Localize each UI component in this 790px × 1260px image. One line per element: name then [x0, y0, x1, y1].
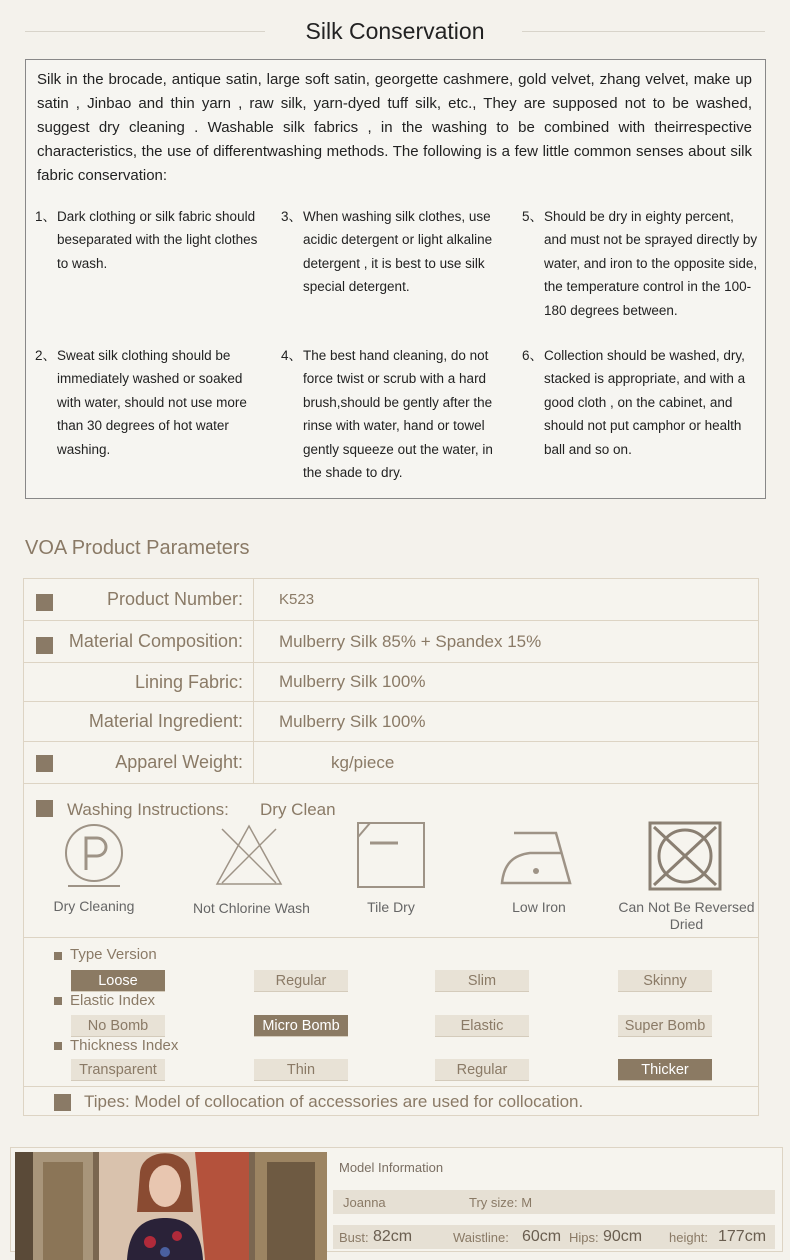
tip-number: 1、 [35, 209, 57, 224]
chip-elastic-micro-bomb[interactable]: Micro Bomb [254, 1015, 348, 1037]
param-label: Material Ingredient: [24, 702, 254, 741]
tip-text: Sweat silk clothing should be immediately washed or soaked with water, should not use more than 30 degrees of hot water washing. [57, 348, 247, 457]
tip-1 [35, 205, 267, 275]
tip-number: 5、 [522, 209, 544, 224]
divider [24, 937, 758, 938]
square-bullet-icon [54, 1094, 71, 1111]
section-title-parameters: VOA Product Parameters [25, 537, 250, 559]
param-row-lining-fabric [24, 663, 758, 702]
height-value: 177cm [718, 1228, 767, 1245]
tip-number: 3、 [281, 209, 303, 224]
tips-text: Tipes: Model of collocation of accessories are used for collocation. [84, 1092, 584, 1111]
washing-label: Washing Instructions: [67, 800, 229, 819]
type-version-title: Type Version [70, 946, 157, 963]
thickness-index-title: Thickness Index [70, 1037, 179, 1054]
low-iron-icon [500, 825, 574, 885]
no-chlorine-triangle-icon [214, 823, 284, 887]
chip-thickness-thicker[interactable]: Thicker [618, 1059, 712, 1081]
chip-type-slim[interactable]: Slim [435, 970, 529, 992]
tip-number: 2、 [35, 348, 57, 363]
conservation-panel [25, 59, 766, 499]
model-info-panel [10, 1147, 783, 1252]
param-row-apparel-weight [24, 742, 758, 784]
tile-dry-square-icon [356, 821, 426, 889]
conservation-intro: Silk in the brocade, antique satin, large soft satin, georgette cashmere, gold velvet, zhang velvet, make up satin , Jinbao and thin yarn , raw silk, yarn-dyed tuff silk, etc., They are supposed not to be washed, suggest dry cleaning . Washable silk fabrics , in the washing to be combined with theirrespective characteristics, the use of differentwashing methods. The following is a few little common senses about silk fabric conservation: [37, 71, 752, 184]
chip-thickness-thin[interactable]: Thin [254, 1059, 348, 1081]
bullet-icon [54, 997, 62, 1005]
bust-label: Bust: [339, 1230, 369, 1245]
icon-label: Low Iron [512, 899, 566, 915]
model-name-bar [333, 1190, 775, 1214]
icon-label: Dry Cleaning [53, 898, 135, 914]
tip-number: 4、 [281, 348, 303, 363]
tip-text: When washing silk clothes, use acidic detergent or light alkaline detergent , it is best to use silk special detergent. [303, 209, 493, 295]
washing-value: Dry Clean [260, 800, 336, 819]
bullet-icon [54, 1042, 62, 1050]
tip-number: 6、 [522, 348, 544, 363]
model-measurements-bar [333, 1225, 775, 1249]
height-label: height: [669, 1230, 709, 1245]
chip-type-loose[interactable]: Loose [71, 970, 165, 992]
tip-5 [522, 205, 758, 322]
param-label: Lining Fabric: [24, 663, 254, 701]
tip-2 [35, 344, 267, 461]
param-value: Mulberry Silk 100% [279, 672, 426, 691]
dry-cleaning-p-icon [62, 822, 126, 888]
square-bullet-icon [36, 800, 53, 817]
model-photo [15, 1152, 327, 1260]
page-title: Silk Conservation [305, 18, 485, 44]
param-value: K523 [279, 591, 315, 608]
chip-elastic-super-bomb[interactable]: Super Bomb [618, 1015, 712, 1037]
hips-label: Hips: [569, 1230, 599, 1245]
bullet-icon [54, 952, 62, 960]
model-name: Joanna [343, 1195, 386, 1210]
param-row-material-composition [24, 621, 758, 663]
param-label: Apparel Weight: [24, 742, 254, 783]
tip-4 [281, 344, 503, 484]
chip-elastic-no-bomb[interactable]: No Bomb [71, 1015, 165, 1037]
chip-elastic-elastic[interactable]: Elastic [435, 1015, 529, 1037]
model-try-size: Try size: M [469, 1195, 533, 1210]
param-label: Material Composition: [24, 621, 254, 662]
divider [24, 1086, 758, 1087]
tip-text: Should be dry in eighty percent, and must not be sprayed directly by water, and iron to the opposite side, the temperature control in the 100-180 degrees between. [544, 209, 758, 318]
parameters-table [23, 578, 759, 1116]
tip-text: Dark clothing or silk fabric should beseparated with the light clothes to wash. [57, 209, 258, 271]
tip-6 [522, 344, 758, 461]
chip-thickness-regular[interactable]: Regular [435, 1059, 529, 1081]
waist-label: Waistline: [453, 1230, 509, 1245]
param-row-material-ingredient [24, 702, 758, 742]
param-label: Product Number: [24, 579, 254, 620]
chip-type-regular[interactable]: Regular [254, 970, 348, 992]
icon-label: Not Chlorine Wash [193, 900, 310, 916]
param-row-product-number [24, 579, 758, 621]
chip-thickness-transparent[interactable]: Transparent [71, 1059, 165, 1081]
hips-value: 90cm [603, 1228, 643, 1245]
chip-type-skinny[interactable]: Skinny [618, 970, 712, 992]
param-value: Mulberry Silk 85% + Spandex 15% [279, 631, 542, 651]
waist-value: 60cm [522, 1228, 562, 1245]
no-tumble-dry-icon [648, 821, 722, 891]
elastic-index-title: Elastic Index [70, 992, 156, 1009]
tip-text: Collection should be washed, dry, stacked is appropriate, and with a good cloth , on the cabinet, and should not put camphor or health ball and so on. [544, 348, 746, 457]
param-value: kg/piece [331, 752, 395, 772]
param-value: Mulberry Silk 100% [279, 711, 426, 731]
model-info-title: Model Information [339, 1160, 444, 1175]
icon-label: Can Not Be Reversed Dried [618, 899, 755, 932]
tip-text: The best hand cleaning, do not force twist or scrub with a hard brush,should be gently after the rinse with water, hand or towel gently squeeze out the water, in the shade to dry. [303, 348, 493, 481]
icon-label: Tile Dry [367, 899, 415, 915]
bust-value: 82cm [373, 1228, 413, 1245]
tip-3 [281, 205, 503, 299]
